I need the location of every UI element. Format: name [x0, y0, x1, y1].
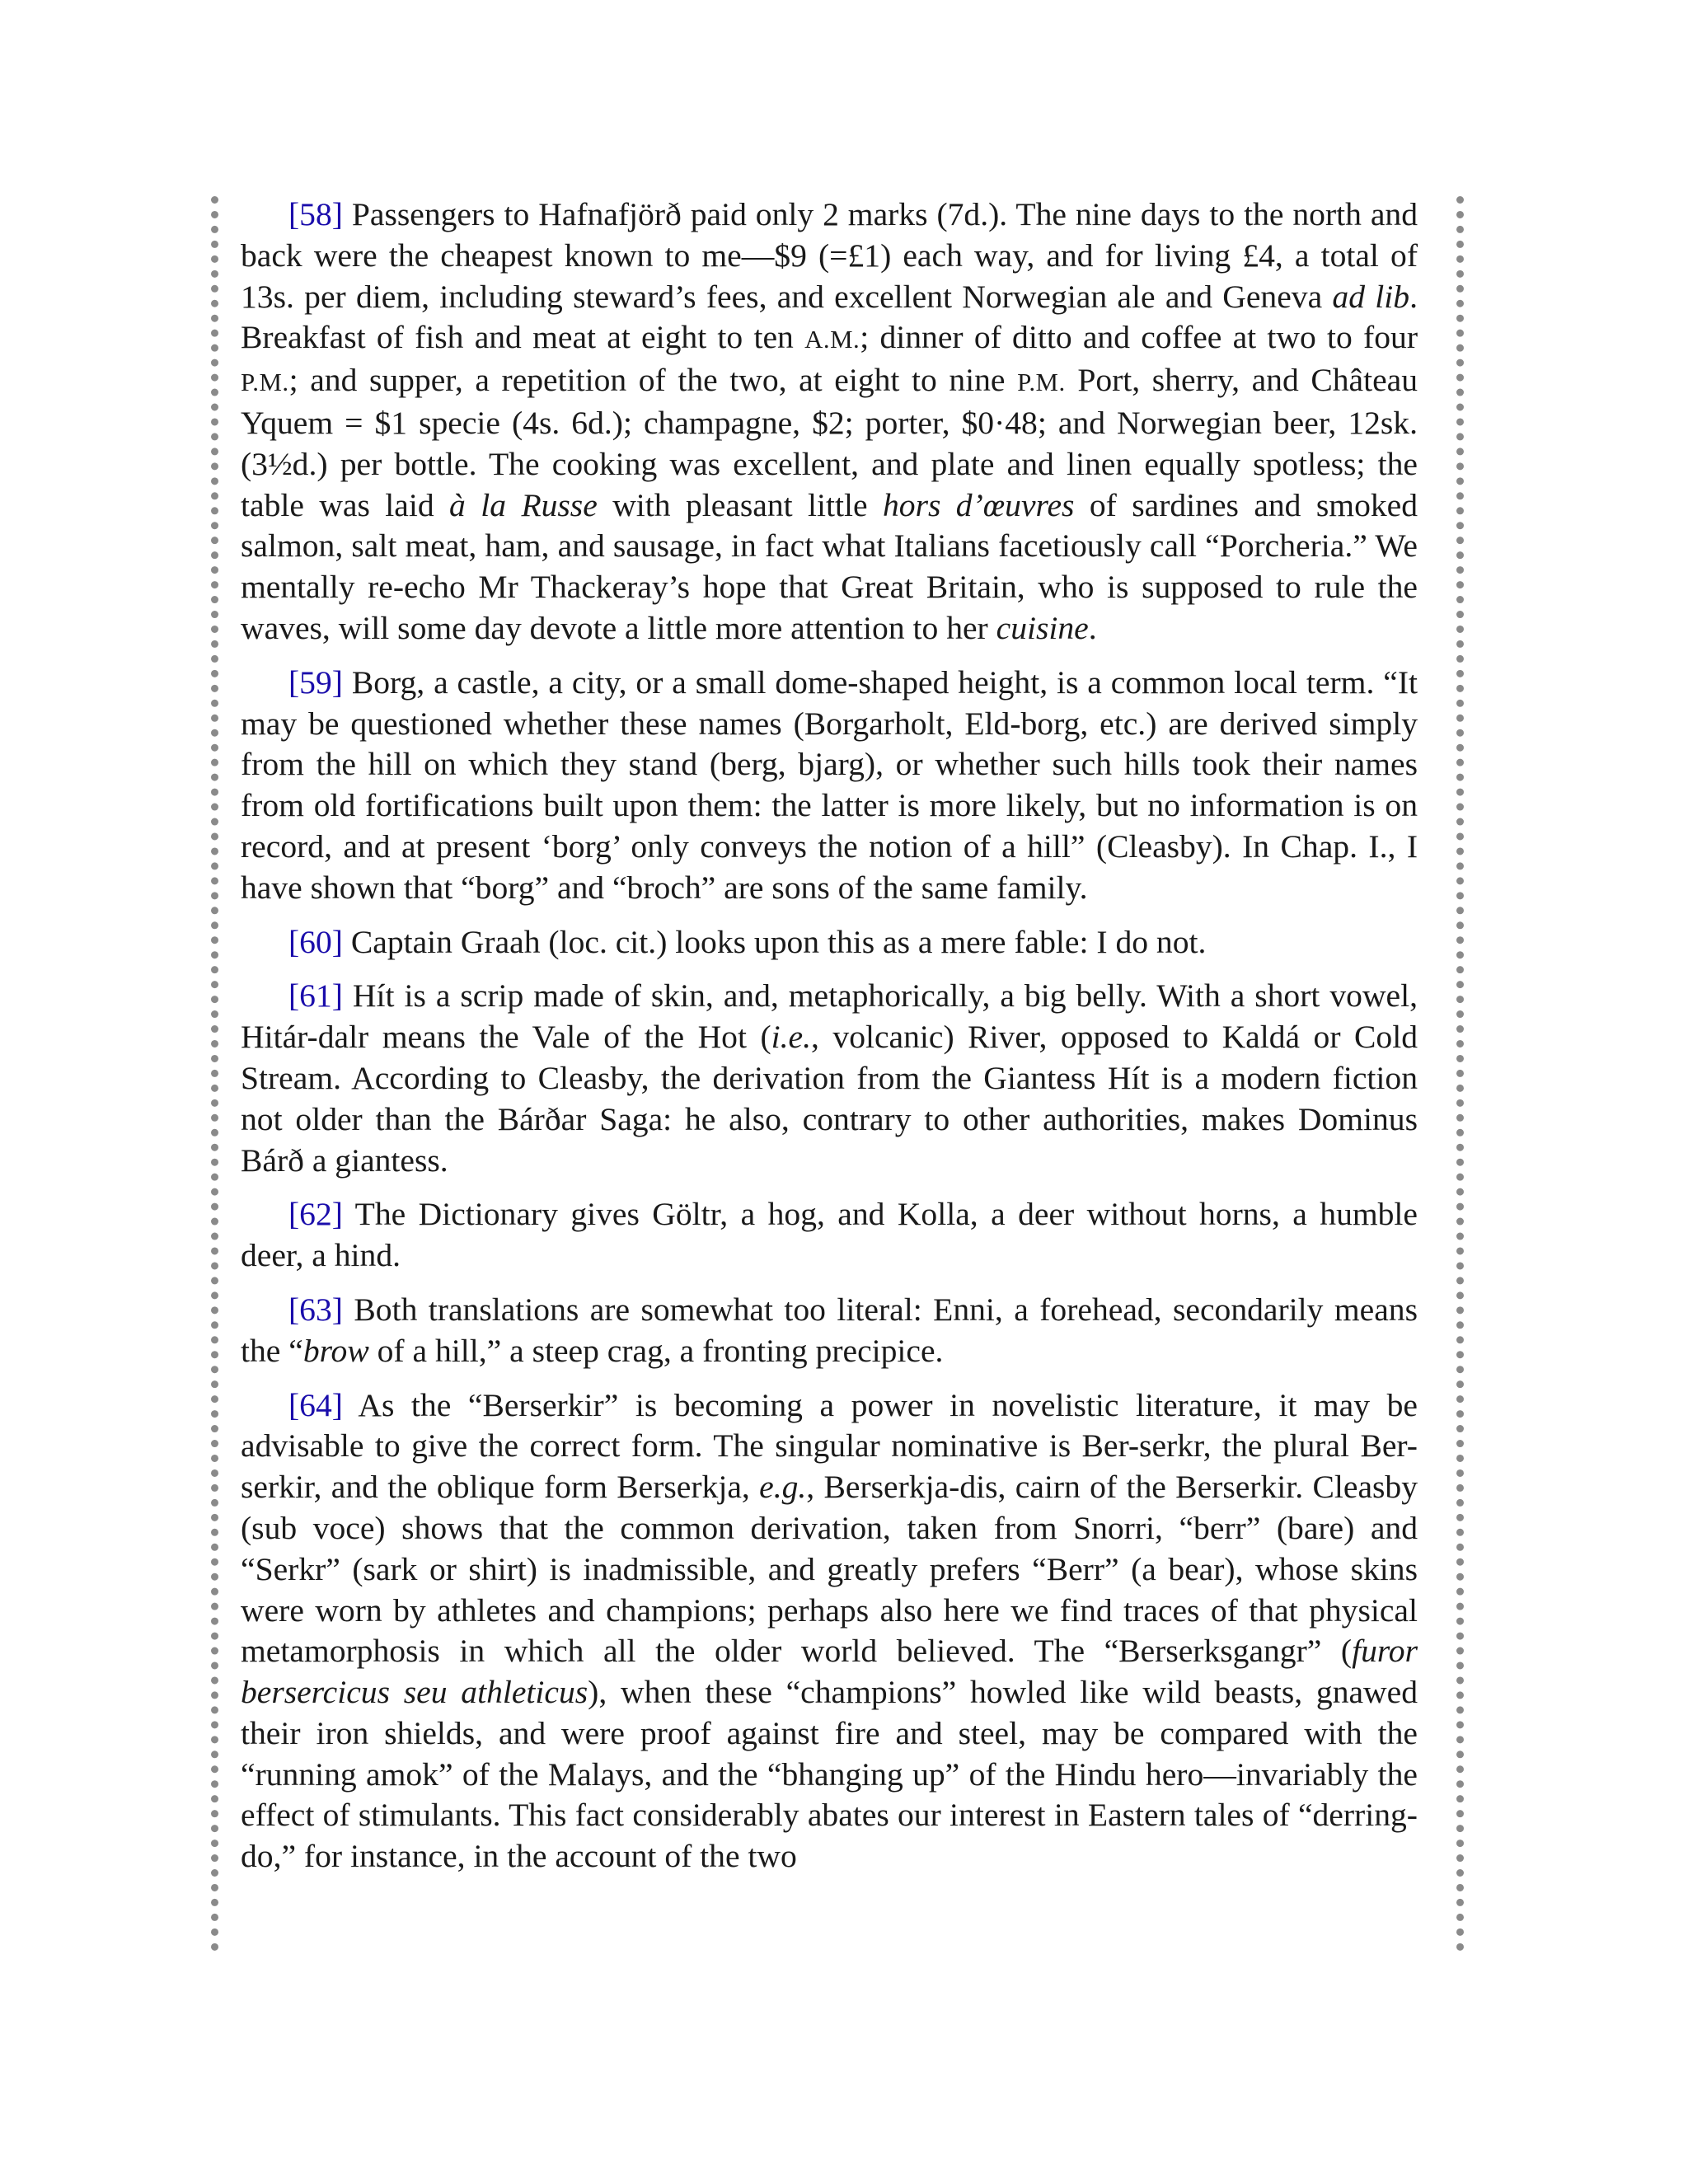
footnote-text: The Dictionary gives Göltr, a hog, and Kolla, a deer without horns, a humble deer, a hind. — [241, 1196, 1418, 1274]
footnote-italic: furor bersercicus seu athleticus — [241, 1633, 1418, 1711]
footnote-61-link[interactable]: [61] — [288, 977, 343, 1015]
footnote-62 — [241, 1194, 1418, 1277]
footnote-64 — [241, 1385, 1418, 1878]
footnote-text: Port, sherry, and Château Yquem = $1 specie (4s. 6d.); champagne, $2; porter, $0·48; and Norwegian beer, 12sk. (3½d.) per bottle. The cooking was excellent, and plate and linen equally spotless; the table was laid — [241, 362, 1418, 523]
footnote-59-link[interactable]: [59] — [288, 663, 343, 701]
right-margin-rule — [1456, 196, 1464, 1952]
footnote-63 — [241, 1290, 1418, 1372]
footnote-58-link[interactable]: [58] — [288, 196, 343, 232]
footnote-text: . — [1088, 609, 1097, 646]
footnote-italic: hors d’œuvres — [883, 486, 1075, 523]
footnote-italic: e.g. — [759, 1469, 807, 1506]
footnote-text: Hít is a scrip made of skin, and, metaphorically, a big belly. With a short vowel, Hitár-dalr means the Vale of the Hot ( — [241, 977, 1418, 1056]
footnotes-column — [241, 194, 1418, 1891]
footnote-text: Both translations are somewhat too literal: Enni, a forehead, secondarily means the “ — [241, 1291, 1418, 1369]
footnote-italic: cuisine — [996, 609, 1089, 646]
footnote-text: Passengers to Hafnafjörð paid only 2 marks (7d.). The nine days to the north and back were the cheapest known to me—$9 (=£1) each way, and for living £4, a total of 13s. per diem, including steward’s fees, and excellent Norwegian ale and Geneva — [241, 196, 1418, 315]
footnote-62-link[interactable]: [62] — [288, 1196, 343, 1233]
footnote-text: , Berserkja-dis, cairn of the Berserkir. Cleasby (sub voce) shows that the common derivation, taken from Snorri, “berr” (bare) and “Serkr” (sark or shirt) is inadmissible, and greatly prefers “Berr” (a bear), whose skins were worn by athletes and champions; perhaps also here we find traces of that physical metamorphosis in which all the older world believed. The “Berserksgangr” ( — [241, 1469, 1418, 1670]
footnote-text: . Breakfast of fish and meat at eight to ten — [241, 278, 1418, 356]
footnote-small-caps: A.M. — [804, 325, 860, 354]
footnote-small-caps: P.M. — [241, 368, 289, 397]
footnote-text: Captain Graah (loc. cit.) looks upon this as a mere fable: I do not. — [342, 923, 1207, 960]
footnote-italic: ad lib — [1332, 278, 1410, 315]
left-margin-rule — [211, 196, 218, 1952]
footnote-60 — [241, 922, 1418, 963]
footnote-text: Borg, a castle, a city, or a small dome-shaped height, is a common local term. “It may be questioned whether these names (Borgarholt, Eld-borg, etc.) are derived simply from the hill on which they stand (berg, bjarg), or whether such hills took their names from old fortifications built upon them: the latter is more likely, but no information is on record, and at present ‘borg’ only conveys the notion of a hill” (Cleasby). In Chap. I., I have shown that “borg” and “broch” are sons of the same family. — [241, 663, 1418, 906]
footnote-60-link[interactable]: [60] — [288, 923, 343, 960]
footnote-64-link[interactable]: [64] — [288, 1386, 343, 1423]
footnote-text: with pleasant little — [597, 486, 884, 523]
footnote-italic: à la Russe — [449, 486, 598, 523]
footnote-text: of sardines and smoked salmon, salt meat, ham, and sausage, in fact what Italians facetiously call “Porcheria.” We mentally re-echo Mr Thackeray’s hope that Great Britain, who is supposed to rule the waves, will some day devote a little more attention to her — [241, 486, 1418, 646]
footnote-text: ; dinner of ditto and coffee at two to four — [860, 319, 1418, 356]
footnote-63-link[interactable]: [63] — [288, 1291, 343, 1328]
footnote-61 — [241, 976, 1418, 1181]
footnote-text: ), when these “champions” howled like wild beasts, gnawed their iron shields, and were proof against fire and steel, may be compared with the “running amok” of the Malays, and the “bhanging up” of the Hindu hero—invariably the effect of stimulants. This fact considerably abates our interest in Eastern tales of “derring-do,” for instance, in the account of the two — [241, 1674, 1418, 1875]
footnote-italic: i.e. — [771, 1019, 812, 1056]
footnote-small-caps: P.M. — [1017, 368, 1066, 397]
footnote-58 — [241, 194, 1418, 649]
footnote-59 — [241, 663, 1418, 909]
footnote-text: ; and supper, a repetition of the two, at eight to nine — [288, 362, 1018, 399]
footnote-italic: brow — [302, 1332, 369, 1369]
footnote-text: As the “Berserkir” is becoming a power in novelistic literature, it may be advisable to give the correct form. The singular nominative is Ber-serkr, the plural Ber-serkir, and the oblique form Berserkja, — [241, 1386, 1418, 1506]
footnote-text: , volcanic) River, opposed to Kaldá or Cold Stream. According to Cleasby, the derivation from the Giantess Hít is a modern fiction not older than the Bárðar Saga: he also, contrary to other authorities, makes Dominus Bárð a giantess. — [241, 1019, 1418, 1179]
footnote-text: of a hill,” a steep crag, a fronting precipice. — [368, 1332, 944, 1369]
